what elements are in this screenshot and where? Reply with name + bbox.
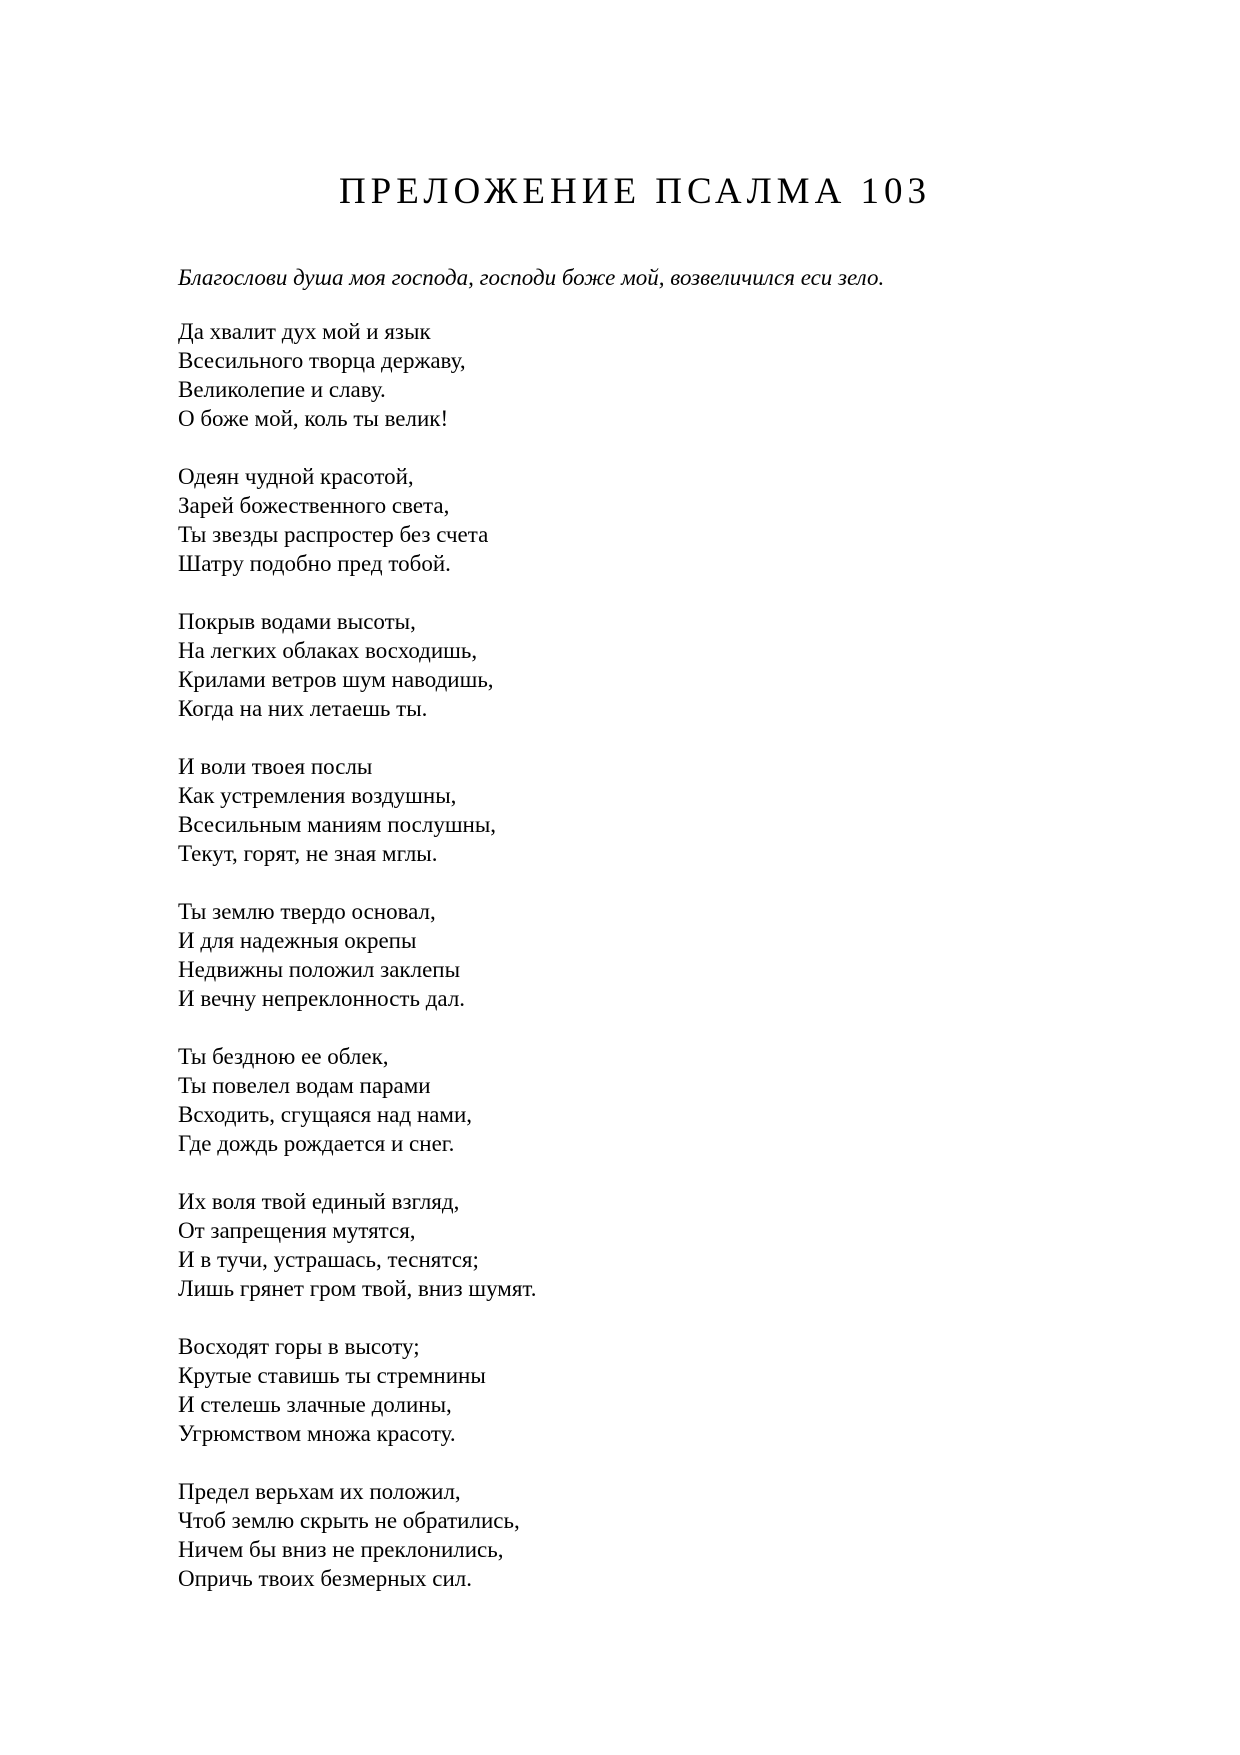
stanza-4 — [178, 752, 536, 868]
stanza-2 — [178, 462, 536, 578]
stanza-5 — [178, 897, 536, 1013]
stanza-9 — [178, 1477, 536, 1593]
verse-line: И стелешь злачные долины, — [178, 1392, 452, 1417]
poem-title: ПРЕЛОЖЕНИЕ ПСАЛМА 103 — [338, 171, 932, 212]
stanza-7 — [178, 1187, 536, 1303]
verse-line: Как устремления воздушны, — [178, 783, 457, 808]
verse-line: Где дождь рождается и снег. — [178, 1131, 455, 1156]
verse-line: И воли твоея послы — [178, 754, 373, 779]
verse-line: Восходят горы в высоту; — [178, 1334, 420, 1359]
verse-line: Недвижны положил заклепы — [178, 957, 461, 982]
verse-line: Зарей божественного света, — [178, 493, 450, 518]
verse-line: Крилами ветров шум наводишь, — [178, 667, 494, 692]
verse-line: Ты звезды распростер без счета — [178, 522, 489, 547]
poem-body — [178, 317, 536, 1622]
verse-line: Ты повелел водам парами — [178, 1073, 431, 1098]
verse-line: Их воля твой единый взгляд, — [178, 1189, 460, 1214]
verse-line: Угрюмством множа красоту. — [178, 1421, 456, 1446]
verse-line: Одеян чудной красотой, — [178, 464, 414, 489]
verse-line: Великолепие и славу. — [178, 377, 386, 402]
verse-line: Ничем бы вниз не преклонились, — [178, 1537, 504, 1562]
stanza-8 — [178, 1332, 536, 1448]
verse-line: Крутые ставишь ты стремнины — [178, 1363, 486, 1388]
verse-line: И вечну непреклонность дал. — [178, 986, 466, 1011]
verse-line: Шатру подобно пред тобой. — [178, 551, 451, 576]
stanza-1 — [178, 317, 536, 433]
verse-line: Ты бездною ее облек, — [178, 1044, 389, 1069]
verse-line: Ты землю твердо основал, — [178, 899, 436, 924]
epigraph: Благослови душа моя господа, господи боже мой, возвеличился еси зело. — [178, 265, 885, 290]
verse-line: Предел верьхам их положил, — [178, 1479, 461, 1504]
stanza-3 — [178, 607, 536, 723]
verse-line: Опричь твоих безмерных сил. — [178, 1566, 473, 1591]
verse-line: Когда на них летаешь ты. — [178, 696, 428, 721]
verse-line: И для надежныя окрепы — [178, 928, 417, 953]
verse-line: Чтоб землю скрыть не обратились, — [178, 1508, 520, 1533]
verse-line: Текут, горят, не зная мглы. — [178, 841, 438, 866]
verse-line: Всходить, сгущаяся над нами, — [178, 1102, 473, 1127]
verse-line: Всесильного творца державу, — [178, 348, 466, 373]
verse-line: Лишь грянет гром твой, вниз шумят. — [178, 1276, 537, 1301]
verse-line: Покрыв водами высоты, — [178, 609, 416, 634]
verse-line: Да хвалит дух мой и язык — [178, 319, 431, 344]
stanza-6 — [178, 1042, 536, 1158]
verse-line: О боже мой, коль ты велик! — [178, 406, 449, 431]
verse-line: Всесильным маниям послушны, — [178, 812, 497, 837]
verse-line: От запрещения мутятся, — [178, 1218, 416, 1243]
verse-line: И в тучи, устрашась, теснятся; — [178, 1247, 479, 1272]
verse-line: На легких облаках восходишь, — [178, 638, 478, 663]
